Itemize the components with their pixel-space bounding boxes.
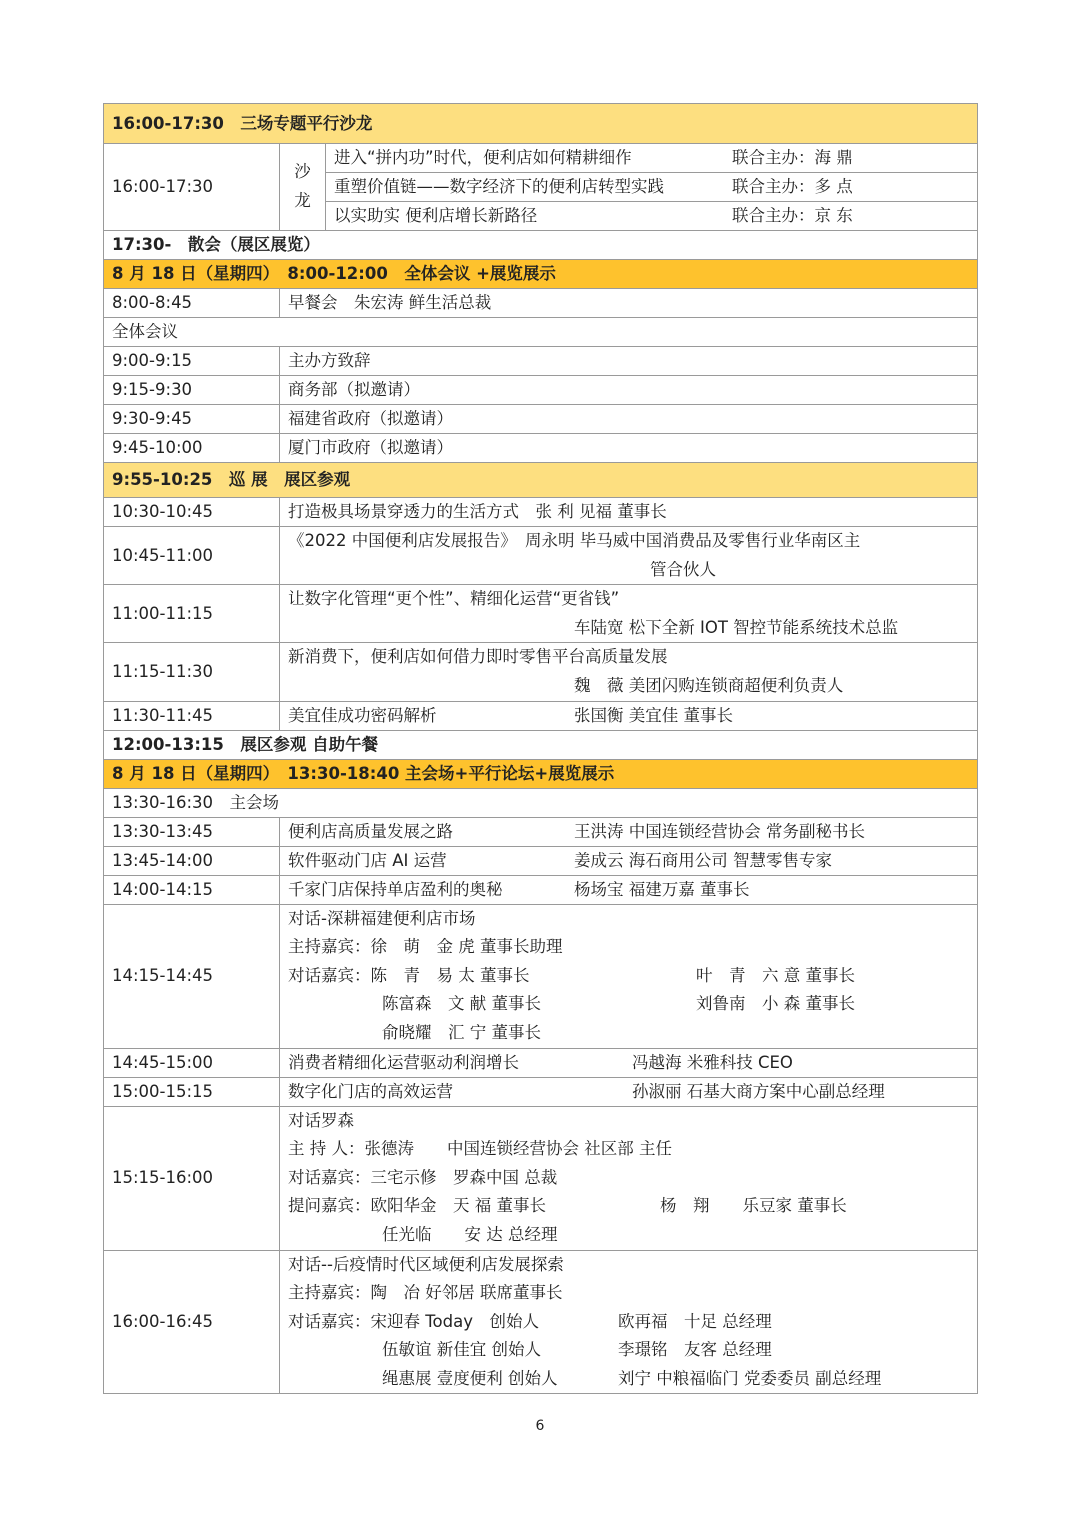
day-heading-afternoon: 8 月 18 日（星期四） 13:30-18:40 主会场+平行论坛+展览展示 [104,759,978,788]
salon-item: 进入“拼内功”时代，便利店如何精耕细作 联合主办：海 鼎 [326,144,978,173]
table-row: 9:15-9:30 商务部（拟邀请） [104,376,978,405]
table-row: 13:30-13:45 便利店高质量发展之路 王洪涛 中国连锁经营协会 常务副秘书长 [104,817,978,846]
table-row: 11:00-11:15 让数字化管理“更个性”、精细化运营“更省钱” 车陆宽 松下全新 IOT 智控节能系统技术总监 [104,585,978,643]
table-row: 9:45-10:00 厦门市政府（拟邀请） [104,434,978,463]
table-row: 15:00-15:15 数字化门店的高效运营 孙淑丽 石基大商方案中心副总经理 [104,1077,978,1106]
salon-label: 沙 龙 [280,144,326,231]
table-row: 10:30-10:45 打造极具场景穿透力的生活方式 张 利 见福 董事长 [104,498,978,527]
day-heading-morning: 8 月 18 日（星期四） 8:00-12:00 全体会议 +展览展示 [104,260,978,289]
table-row: 9:00-9:15 主办方致辞 [104,347,978,376]
plenary-row: 全体会议 [104,318,978,347]
adjourn-row: 17:30- 散会（展区展览） [104,231,978,260]
salon-item: 以实助实 便利店增长新路径 联合主办：京 东 [326,202,978,231]
table-row: 9:30-9:45 福建省政府（拟邀请） [104,405,978,434]
table-row: 14:15-14:45 对话-深耕福建便利店市场 主持嘉宾：徐 萌 金 虎 董事长助理 对话嘉宾：陈 青 易 太 董事长 叶 青 六 意 董事长 陈富森 文 献 董事长 刘鲁南 小 森 董事长 俞晓耀 汇 宁 董事长 [104,904,978,1048]
main-hall-row: 13:30-16:30 主会场 [104,788,978,817]
table-row: 13:45-14:00 软件驱动门店 AI 运营 姜成云 海石商用公司 智慧零售专家 [104,846,978,875]
salon-item: 重塑价值链——数字经济下的便利店转型实践 联合主办：多 点 [326,173,978,202]
table-row: 11:15-11:30 新消费下，便利店如何借力即时零售平台高质量发展 魏 薇 美团闪购连锁商超便利负责人 [104,643,978,701]
table-row: 14:45-15:00 消费者精细化运营驱动利润增长 冯越海 米雅科技 CEO [104,1048,978,1077]
page-number: 6 [535,1418,545,1434]
schedule-table [103,103,978,1394]
table-row: 14:00-14:15 千家门店保持单店盈利的奥秘 杨场宝 福建万嘉 董事长 [104,875,978,904]
table-row: 11:30-11:45 美宜佳成功密码解析 张国衡 美宜佳 董事长 [104,701,978,730]
section-heading: 16:00-17:30 三场专题平行沙龙 [104,104,978,144]
breakfast-row: 8:00-8:45 早餐会 朱宏涛 鲜生活总裁 [104,289,978,318]
table-row: 15:15-16:00 对话罗森 主 持 人：张德涛 中国连锁经营协会 社区部 主任 对话嘉宾：三宅示修 罗森中国 总裁 提问嘉宾：欧阳华金 天 福 董事长 杨 翔 乐豆家 董事长 任光临 安 达 总经理 [104,1106,978,1250]
lunch-row: 12:00-13:15 展区参观 自助午餐 [104,730,978,759]
time-cell: 16:00-17:30 [104,144,280,231]
table-row: 10:45-11:00 《2022 中国便利店发展报告》 周永明 毕马威中国消费品及零售行业华南区主 管合伙人 [104,527,978,585]
tour-heading: 9:55-10:25 巡 展 展区参观 [104,463,978,498]
header-row-salon [104,104,978,144]
table-row: 16:00-16:45 对话--后疫情时代区域便利店发展探索 主持嘉宾：陶 冶 好邻居 联席董事长 对话嘉宾：宋迎春 Today 创始人 欧再福 十足 总经理 伍敏谊 新佳宜 创始人 李璟铭 友客 总经理 绳惠展 壹度便利 创始人 刘宁 中粮福临门 党委委员 副总经理 [104,1250,978,1394]
salon-row [104,144,978,173]
